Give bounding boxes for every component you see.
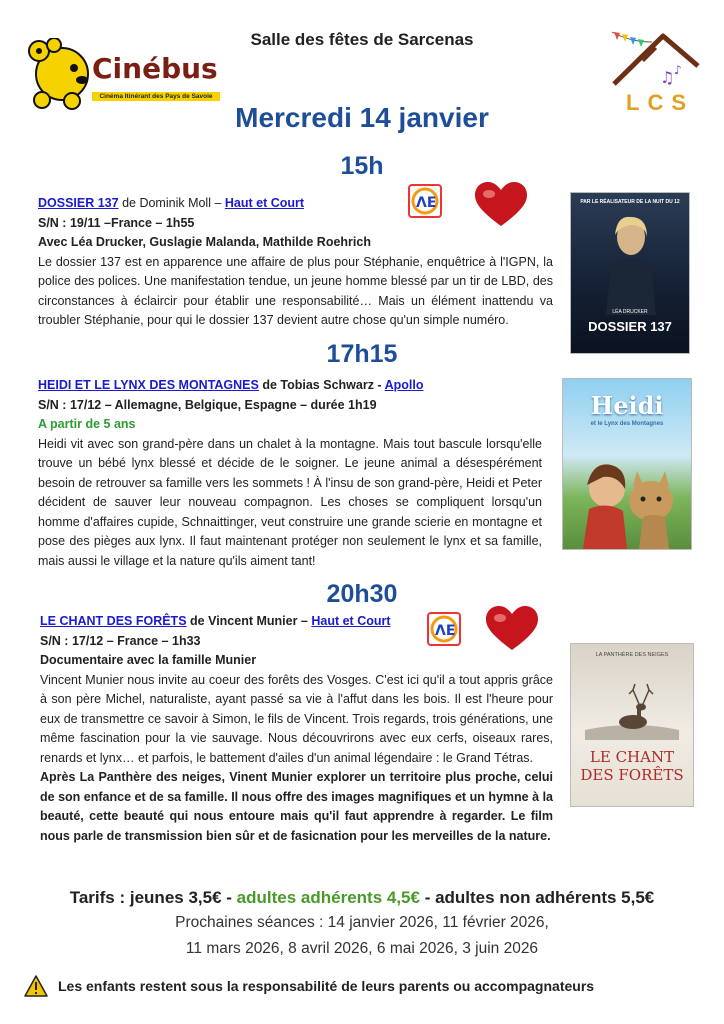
film-3-distributor-link[interactable]: Haut et Court <box>311 614 391 628</box>
film-1-block <box>38 194 553 331</box>
film-3-director: de Vincent Munier – <box>186 614 312 628</box>
film-3-block <box>40 612 553 846</box>
film-2-age: A partir de 5 ans <box>38 417 136 431</box>
film-3-description: Vincent Munier nous invite au coeur des forêts des Vosges. C'est ici qu'il a tout appris grâce à son père Michel, naturaliste, ayant passé sa vie à l'affut dans les bois. Il est l'heure pour eux de transmettre ce savoir à Simon, le fils de Vincent. Trois regards, trois générations, une même fascination pour la vie sauvage. Nous découvrirons avec eux cerfs, oiseaux rares, renards et lynx… et parfois, le battement d'ailes d'un animal légendaire : le Grand Tétras. <box>40 672 553 765</box>
film-2-title-link[interactable]: HEIDI ET LE LYNX DES MONTAGNES <box>38 378 259 392</box>
film-2-distributor-link[interactable]: Apollo <box>384 378 424 392</box>
film-3-extra: Après La Panthère des neiges, Vinent Munier explorer un territoire plus proche, celui de son enfance et de sa famille. Il nous offre des images magnifiques et un hymne à la beauté, cette beauté qui nous entoure mais qu'il faut apprendre à regarder. Le film nous parle de transmission bien sûr et de fasicnation pour les merveilles de la nature. <box>40 770 553 843</box>
film-3-cast: Documentaire avec la famille Munier <box>40 653 257 667</box>
film-1-poster-title: DOSSIER 137 <box>588 319 672 334</box>
film-1-time: 15h <box>340 152 384 180</box>
film-2-title-line <box>38 376 542 396</box>
film-2-meta: S/N : 17/12 – Allemagne, Belgique, Espagne – durée 1h19 <box>38 397 377 412</box>
poster-deer-icon <box>585 680 679 740</box>
pricing <box>0 888 724 908</box>
svg-text:♪: ♪ <box>674 63 682 77</box>
warning-text: Les enfants restent sous la responsabilité de leurs parents ou accompagnateurs <box>58 978 595 994</box>
cinebus-tagline: Cinéma Itinérant des Pays de Savoie <box>92 92 220 101</box>
next-sessions-line-2: 11 mars 2026, 8 avril 2026, 6 mai 2026, 3 juin 2026 <box>185 940 539 957</box>
film-3-poster-title-1: LE CHANT <box>589 748 675 766</box>
film-1-distributor-link[interactable]: Haut et Court <box>224 196 305 210</box>
film-1-poster <box>570 192 690 354</box>
film-3-poster <box>570 643 694 807</box>
film-1-title-link[interactable]: DOSSIER 137 <box>38 196 119 210</box>
film-2-description: Heidi vit avec son grand-père dans un chalet à la montagne. Mais tout bascule lorsqu'elle trouve un bébé lynx blessé et décide de le soigner. Le jeune animal a désespérément besoin de retrouver sa famille vers les sommets ! À l'insu de son grand-père, Heidi et Peter décident de sauver leur nouveau compagnon. Les choses se compliquent lorsqu'un homme d'affaires cupide, Schnaittinger, veut construire une grande scierie en montagne et pose des pièges aux lynx. Il faut maintenant protéger non seulement le lynx et sa famille, mais aussi le village et la nature qu'ils aiment tant! <box>38 436 542 568</box>
film-1-poster-top: PAR LE RÉALISATEUR DE LA NUIT DU 12 <box>580 199 680 205</box>
film-1-cast: Avec Léa Drucker, Guslagie Malanda, Mathilde Roehrich <box>38 235 371 249</box>
film-1-director: de Dominik Moll – <box>118 196 225 210</box>
film-2-block <box>38 376 542 571</box>
next-sessions-line-1: Prochaines séances : 14 janvier 2026, 11 février 2026, <box>175 914 549 931</box>
film-2-poster-subtitle: et le Lynx des Montagnes <box>590 421 664 427</box>
film-1-poster-name: LÉA DRUCKER <box>612 309 648 315</box>
poster-woman-icon <box>601 215 661 315</box>
screening-date: Mercredi 14 janvier <box>235 102 489 133</box>
film-3-meta: S/N : 17/12 – France – 1h33 <box>40 633 201 648</box>
lcs-text: LCS <box>626 90 694 115</box>
poster-girl-lynx-icon <box>573 449 681 549</box>
film-2-poster <box>562 378 692 550</box>
film-3-poster-title-2: DES FORÊTS <box>580 766 684 784</box>
film-2-time: 17h15 <box>326 340 398 368</box>
warning-triangle-icon <box>24 975 48 997</box>
price-members: adultes adhérents 4,5€ <box>236 888 420 907</box>
film-2-poster-title: Heidi <box>590 391 664 420</box>
film-1-description: Le dossier 137 est en apparence une affaire de plus pour Stéphanie, enquêtrice à l'IGPN, la police des polices. Une manifestation tendue, un jeune homme blessé par un tir de LBD, des circonstances à éclaircir pour établir une responsabilité… Mais un élément inattendu va troubler Stéphanie, pour qui le dossier 137 devient autre chose qu'un simple numéro. <box>38 254 553 327</box>
cinebus-name: Cinébus <box>92 52 218 85</box>
price-youth: Tarifs : jeunes 3,5€ - <box>69 888 237 907</box>
film-3-title-line <box>40 612 553 632</box>
svg-text:ΛE: ΛE <box>416 195 437 211</box>
film-2-director: de Tobias Schwarz - <box>258 378 385 392</box>
film-1-title-line <box>38 194 553 214</box>
film-3-poster-top: LA PANTHÈRE DES NEIGES <box>595 652 669 658</box>
film-3-time: 20h30 <box>326 580 398 608</box>
venue-title: Salle des fêtes de Sarcenas <box>250 30 474 49</box>
svg-text:ΛE: ΛE <box>435 623 456 639</box>
film-3-title-link[interactable]: LE CHANT DES FORÊTS <box>40 614 187 628</box>
film-1-meta: S/N : 19/11 –France – 1h55 <box>38 215 195 230</box>
svg-text:♫: ♫ <box>660 68 675 87</box>
warning <box>24 975 594 997</box>
price-non-members: - adultes non adhérents 5,5€ <box>419 888 655 907</box>
